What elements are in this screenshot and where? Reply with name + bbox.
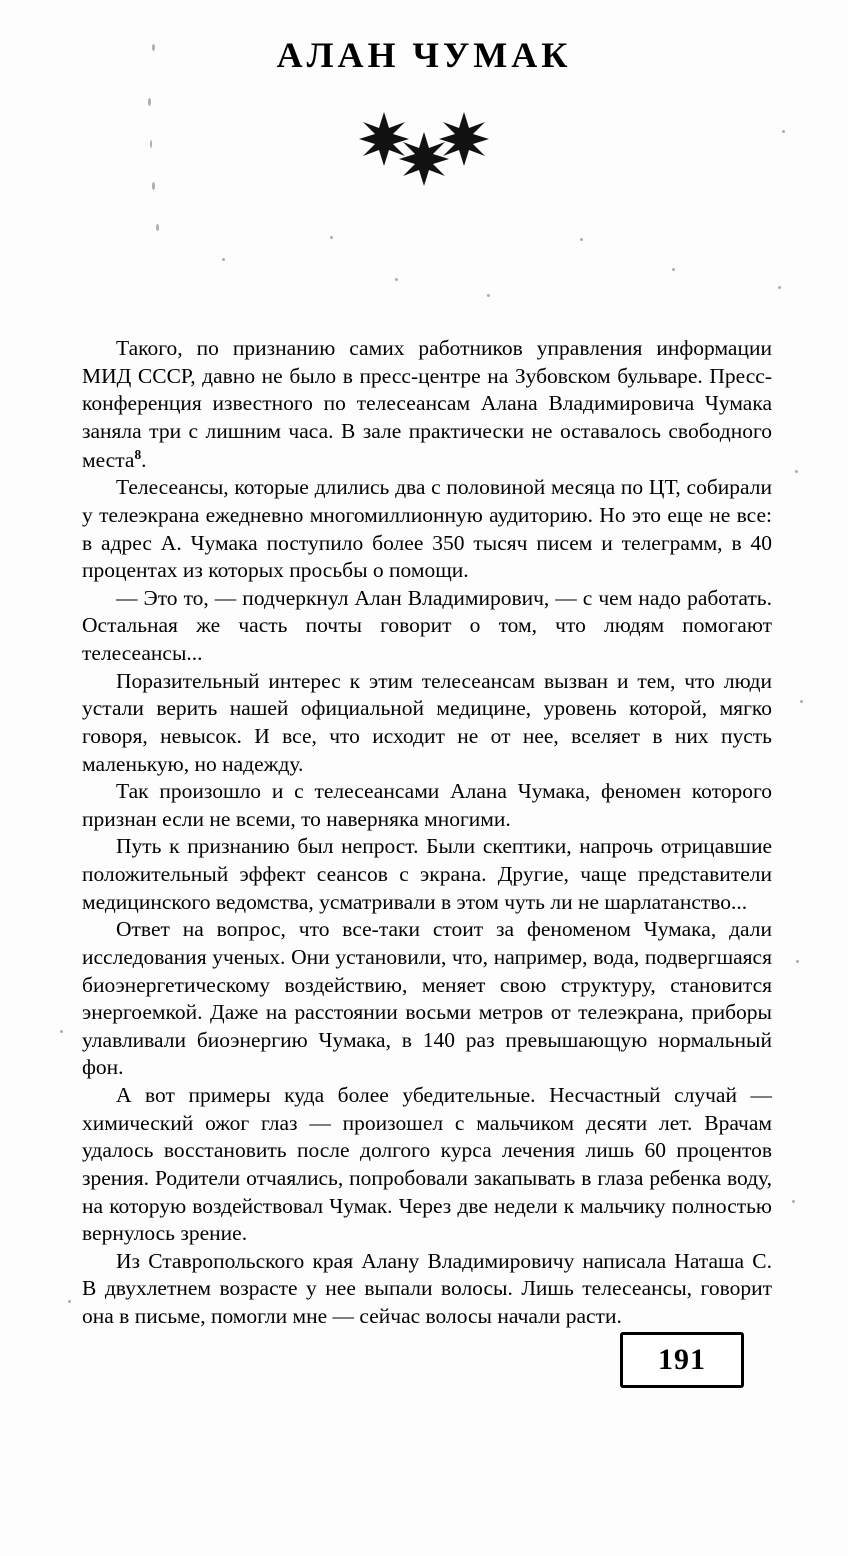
article-body — [82, 335, 772, 1331]
paragraph: Телесеансы, которые длились два с половиной месяца по ЦТ, собирали у телеэкрана ежедневно многомиллионную аудиторию. Но это еще не все: в адрес А. Чумака поступило более 350 тысяч писем и телеграмм, в 40 процентах из которых просьбы о помощи. — [82, 475, 772, 583]
scan-speck — [395, 278, 398, 281]
scan-speck — [487, 294, 490, 297]
scan-speck — [60, 1030, 63, 1033]
scan-speck — [156, 224, 159, 231]
page-number-box — [620, 1332, 744, 1388]
scan-speck — [782, 130, 785, 133]
scan-speck — [792, 1200, 795, 1203]
scan-speck — [796, 960, 799, 963]
page-title: АЛАН ЧУМАК — [276, 35, 572, 75]
scan-speck — [222, 258, 225, 261]
paragraph: Ответ на вопрос, что все-таки стоит за феноменом Чумака, дали исследования ученых. Они установили, что, например, вода, подвергшаяся биоэнергетическому воздействию, меняет свою структуру, становится энергоемкой. Даже на расстоянии восьми метров от телеэкрана, приборы улавливали биоэнергию Чумака, в 140 раз превышающую нормальный фон. — [82, 917, 772, 1080]
page-number: 191 — [658, 1343, 706, 1376]
scan-speck — [800, 700, 803, 703]
scan-speck — [152, 44, 155, 51]
three-stars-ornament-icon — [0, 108, 848, 188]
paragraph: Так произошло и с телесеансами Алана Чумака, феномен которого признан если не всеми, то наверняка многими. — [82, 779, 772, 831]
scan-speck — [152, 182, 155, 190]
footnote-marker: 8 — [134, 446, 142, 462]
scan-speck — [795, 470, 798, 473]
paragraph: Из Ставропольского края Алану Владимировичу написала Наташа С. В двухлетнем возрасте у нее выпали волосы. Лишь телесеансы, говорит она в письме, помогли мне — сейчас волосы начали расти. — [82, 1248, 772, 1329]
paragraph: — Это то, — подчеркнул Алан Владимирович, — с чем надо работать. Остальная же часть почты говорит о том, что людям помогают телесеансы... — [82, 585, 772, 666]
paragraph: Поразительный интерес к этим телесеансам вызван и тем, что люди устали верить нашей официальной медицине, уровень которой, мягко говоря, невысок. И все, что исходит не от нее, вселяет в них пусть маленькую, но надежду. — [82, 668, 772, 776]
paragraph: Такого, по признанию самих работников управления информации МИД СССР, давно не было в пресс-центре на Зубовском бульваре. Пресс-конференция известного по телесеансам Алана Владимировича Чумака заняла три с лишним часа. В зале практически не оставалось свободного места$^8$. — [82, 336, 772, 472]
paragraph: А вот примеры куда более убедительные. Несчастный случай — химический ожог глаз — произошел с мальчиком десяти лет. Врачам удалось восстановить после долгого курса лечения лишь 60 процентов зрения. Родители отчаялись, попробовали закапывать в глаза ребенка воду, на которую воздействовал Чумак. Через две недели к мальчику полностью вернулось зрение. — [82, 1083, 772, 1246]
paragraph: Путь к признанию был непрост. Были скептики, напрочь отрицавшие положительный эффект сеансов с экрана. Другие, чаще представители медицинского ведомства, усматривали в этом чуть ли не шарлатанство... — [82, 834, 772, 914]
scan-speck — [580, 238, 583, 241]
scan-speck — [148, 98, 151, 106]
scan-speck — [778, 286, 781, 289]
scan-speck — [672, 268, 675, 271]
scan-speck — [330, 236, 333, 239]
scan-speck — [68, 1300, 71, 1303]
scan-speck — [150, 140, 152, 148]
